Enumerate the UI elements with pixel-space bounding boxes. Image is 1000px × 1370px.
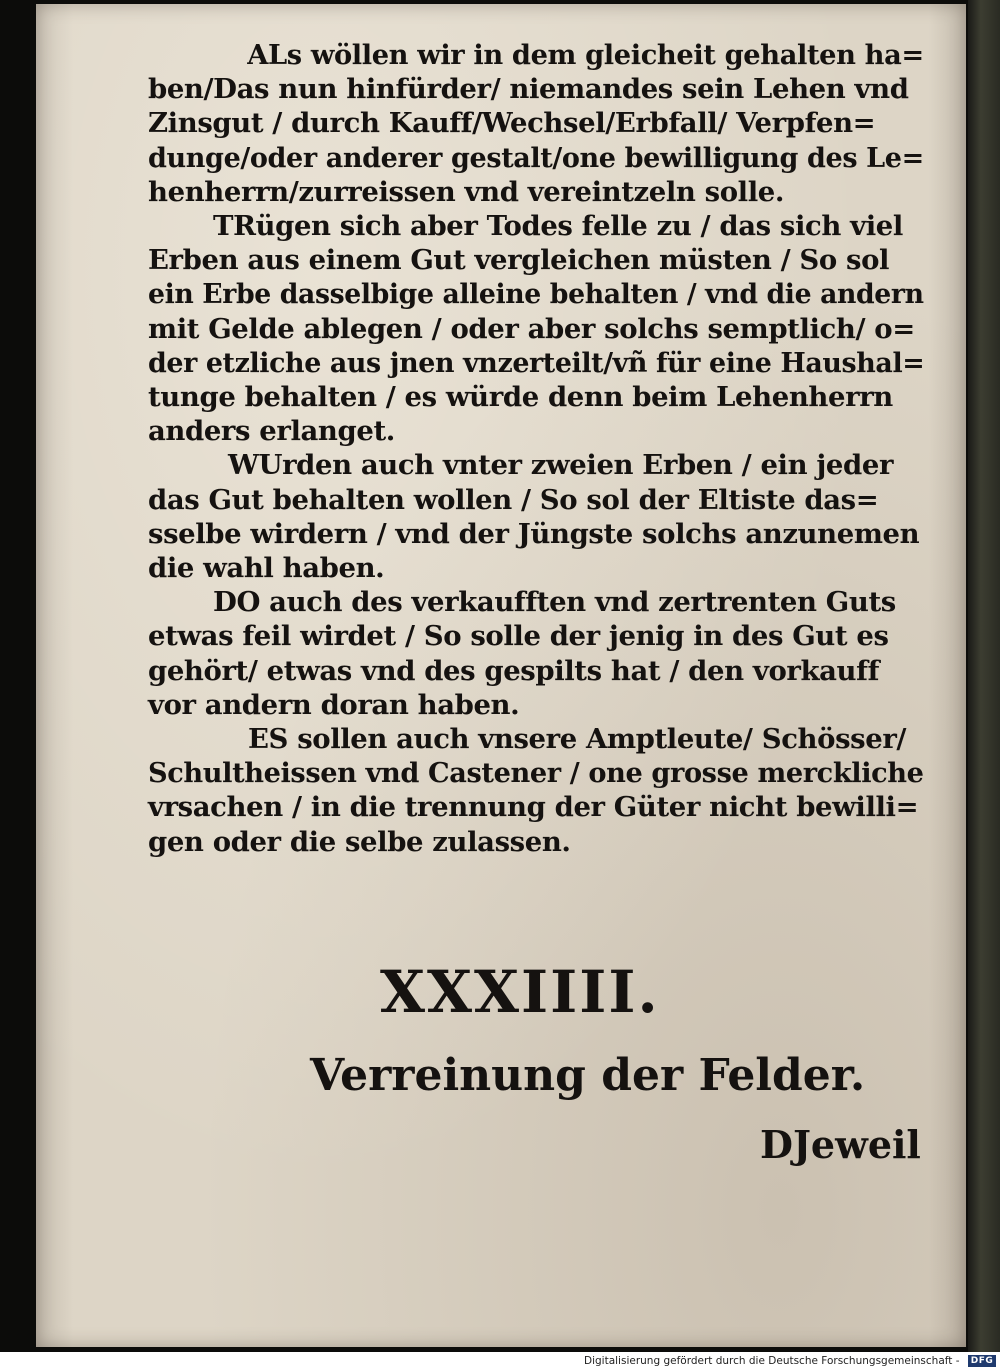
section-title: Verreinung der Felder. — [310, 1050, 866, 1101]
text-line: sselbe wirdern / vnd der Jüngste solchs anzunemen — [148, 517, 920, 550]
text-line: Zinsgut / durch Kauff/Wechsel/Erbfall/ Verpfen= — [148, 107, 876, 140]
text-line: TRügen sich aber Todes felle zu / das sich viel — [213, 210, 903, 243]
text-line: gehört/ etwas vnd des gespilts hat / den vorkauff — [148, 654, 879, 687]
text-line: DO auch des verkaufften vnd zertrenten Guts — [213, 586, 896, 619]
text-line: der etzliche aus jnen vnzerteilt/vñ für eine Haushal= — [148, 346, 925, 379]
text-line: mit Gelde ablegen / oder aber solchs semptlich/ o= — [148, 312, 915, 345]
text-line: henherrn/zurreissen vnd vereintzeln solle. — [148, 175, 785, 208]
text-line: Erben aus einem Gut vergleichen müsten / So sol — [148, 244, 890, 277]
catchword: DJeweil — [760, 1122, 921, 1167]
text-line: ein Erbe dasselbige alleine behalten / vnd die andern — [148, 278, 924, 311]
paragraph-2 — [148, 209, 924, 448]
text-line: ES sollen auch vnsere Amptleute/ Schösser/ — [248, 723, 907, 756]
paragraph-4 — [148, 585, 924, 722]
body-text — [148, 38, 924, 859]
text-line: vor andern doran haben. — [148, 688, 520, 721]
text-line: WUrden auch vnter zweien Erben / ein jeder — [228, 449, 894, 482]
text-line: gen oder die selbe zulassen. — [148, 825, 571, 858]
text-line: die wahl haben. — [148, 552, 385, 585]
section-number: XXXIIII. — [380, 958, 660, 1026]
book-cover-edge — [968, 0, 1000, 1352]
text-line: vrsachen / in die trennung der Güter nicht bewilli= — [148, 791, 919, 824]
text-line: ALs wöllen wir in dem gleicheit gehalten ha= — [247, 39, 924, 71]
text-line: Schultheissen vnd Castener / one grosse merckliche — [148, 757, 924, 790]
paragraph-5 — [148, 722, 924, 859]
paragraph-3 — [148, 448, 924, 585]
text-line: dunge/oder anderer gestalt/one bewilligung des Le= — [148, 141, 924, 174]
digitization-credit: Digitalisierung gefördert durch die Deutsche Forschungsgemeinschaft - — [584, 1355, 960, 1367]
paragraph-1 — [148, 38, 924, 209]
text-line: tunge behalten / es würde denn beim Lehenherrn — [148, 381, 893, 414]
dfg-logo: DFG — [968, 1355, 996, 1367]
text-line: ben/Das nun hinfürder/ niemandes sein Lehen vnd — [148, 73, 909, 106]
text-line: etwas feil wirdet / So solle der jenig in des Gut es — [148, 620, 889, 653]
text-line: anders erlanget. — [148, 415, 395, 448]
text-line: das Gut behalten wollen / So sol der Eltiste das= — [148, 483, 879, 516]
